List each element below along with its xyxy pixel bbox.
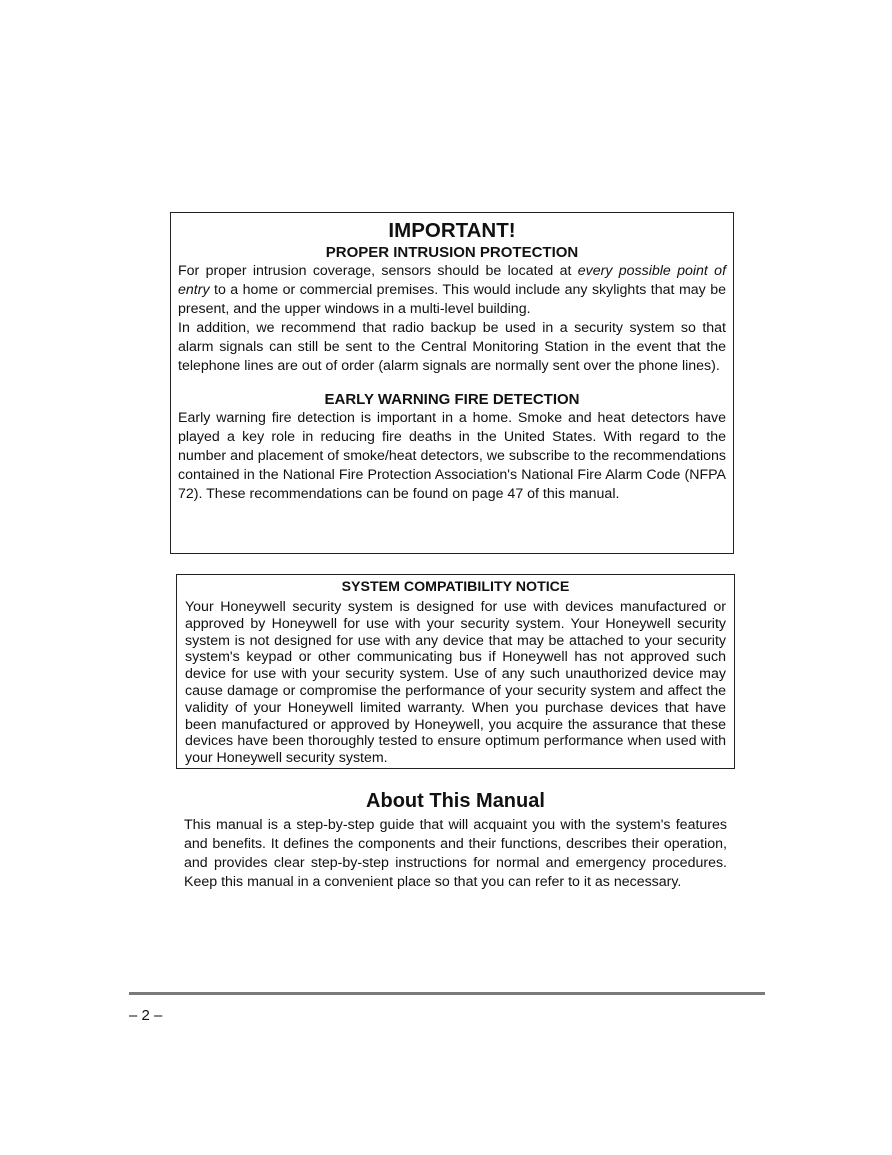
footer-divider — [129, 992, 765, 995]
intrusion-emphasis: every possible point of entry — [178, 263, 727, 298]
about-paragraph: This manual is a step-by-step guide that will acquaint you with the system's features and benefits. It defines the components and their functions, describes their operation, and provides clear step-by-step instructions for normal and emergency procedures. Keep this manual in a convenient place so that you can refer to it as necessary. — [184, 817, 727, 890]
important-title: IMPORTANT! — [388, 219, 516, 242]
compatibility-notice-box — [176, 574, 735, 769]
intrusion-text-before: For proper intrusion coverage, sensors should be located at — [178, 263, 578, 279]
intrusion-heading: PROPER INTRUSION PROTECTION — [325, 244, 579, 261]
intrusion-text-after: to a home or commercial premises. This would include any skylights that may be present, and the upper windows in a multi-level building. — [178, 282, 726, 317]
compatibility-heading: SYSTEM COMPATIBILITY NOTICE — [341, 579, 570, 595]
fire-heading: EARLY WARNING FIRE DETECTION — [324, 391, 580, 408]
about-title: About This Manual — [366, 790, 545, 812]
about-manual-section — [184, 789, 727, 892]
intrusion-paragraph-2: In addition, we recommend that radio backup be used in a security system so that alarm signals can still be sent to the Central Monitoring Station in the event that the telephone lines are out of order (alarm signals are normally sent over the phone lines). — [178, 320, 726, 374]
important-notice-box — [170, 212, 734, 554]
compatibility-paragraph: Your Honeywell security system is designed for use with devices manufactured or approved by Honeywell for use with your security system. Your Honeywell security system is not designed for use with any device that may be attached to your security system's keypad or other communicating bus if Honeywell has not approved such device for use with your security system. Use of any such unauthorized device may cause damage or compromise the performance of your security system and affect the validity of your Honeywell limited warranty. When you purchase devices that have been manufactured or approved by Honeywell, you acquire the assurance that these devices have been thoroughly tested to ensure optimum performance when used with your Honeywell security system. — [185, 599, 726, 767]
page-number: – 2 – — [129, 1007, 163, 1024]
intrusion-paragraph-1 — [178, 262, 726, 319]
fire-paragraph: Early warning fire detection is important in a home. Smoke and heat detectors have played a key role in reducing fire deaths in the United States. With regard to the number and placement of smoke/heat detectors, we subscribe to the recommendations contained in the National Fire Protection Association's National Fire Alarm Code (NFPA 72). These recommendations can be found on page 47 of this manual. — [178, 410, 726, 502]
